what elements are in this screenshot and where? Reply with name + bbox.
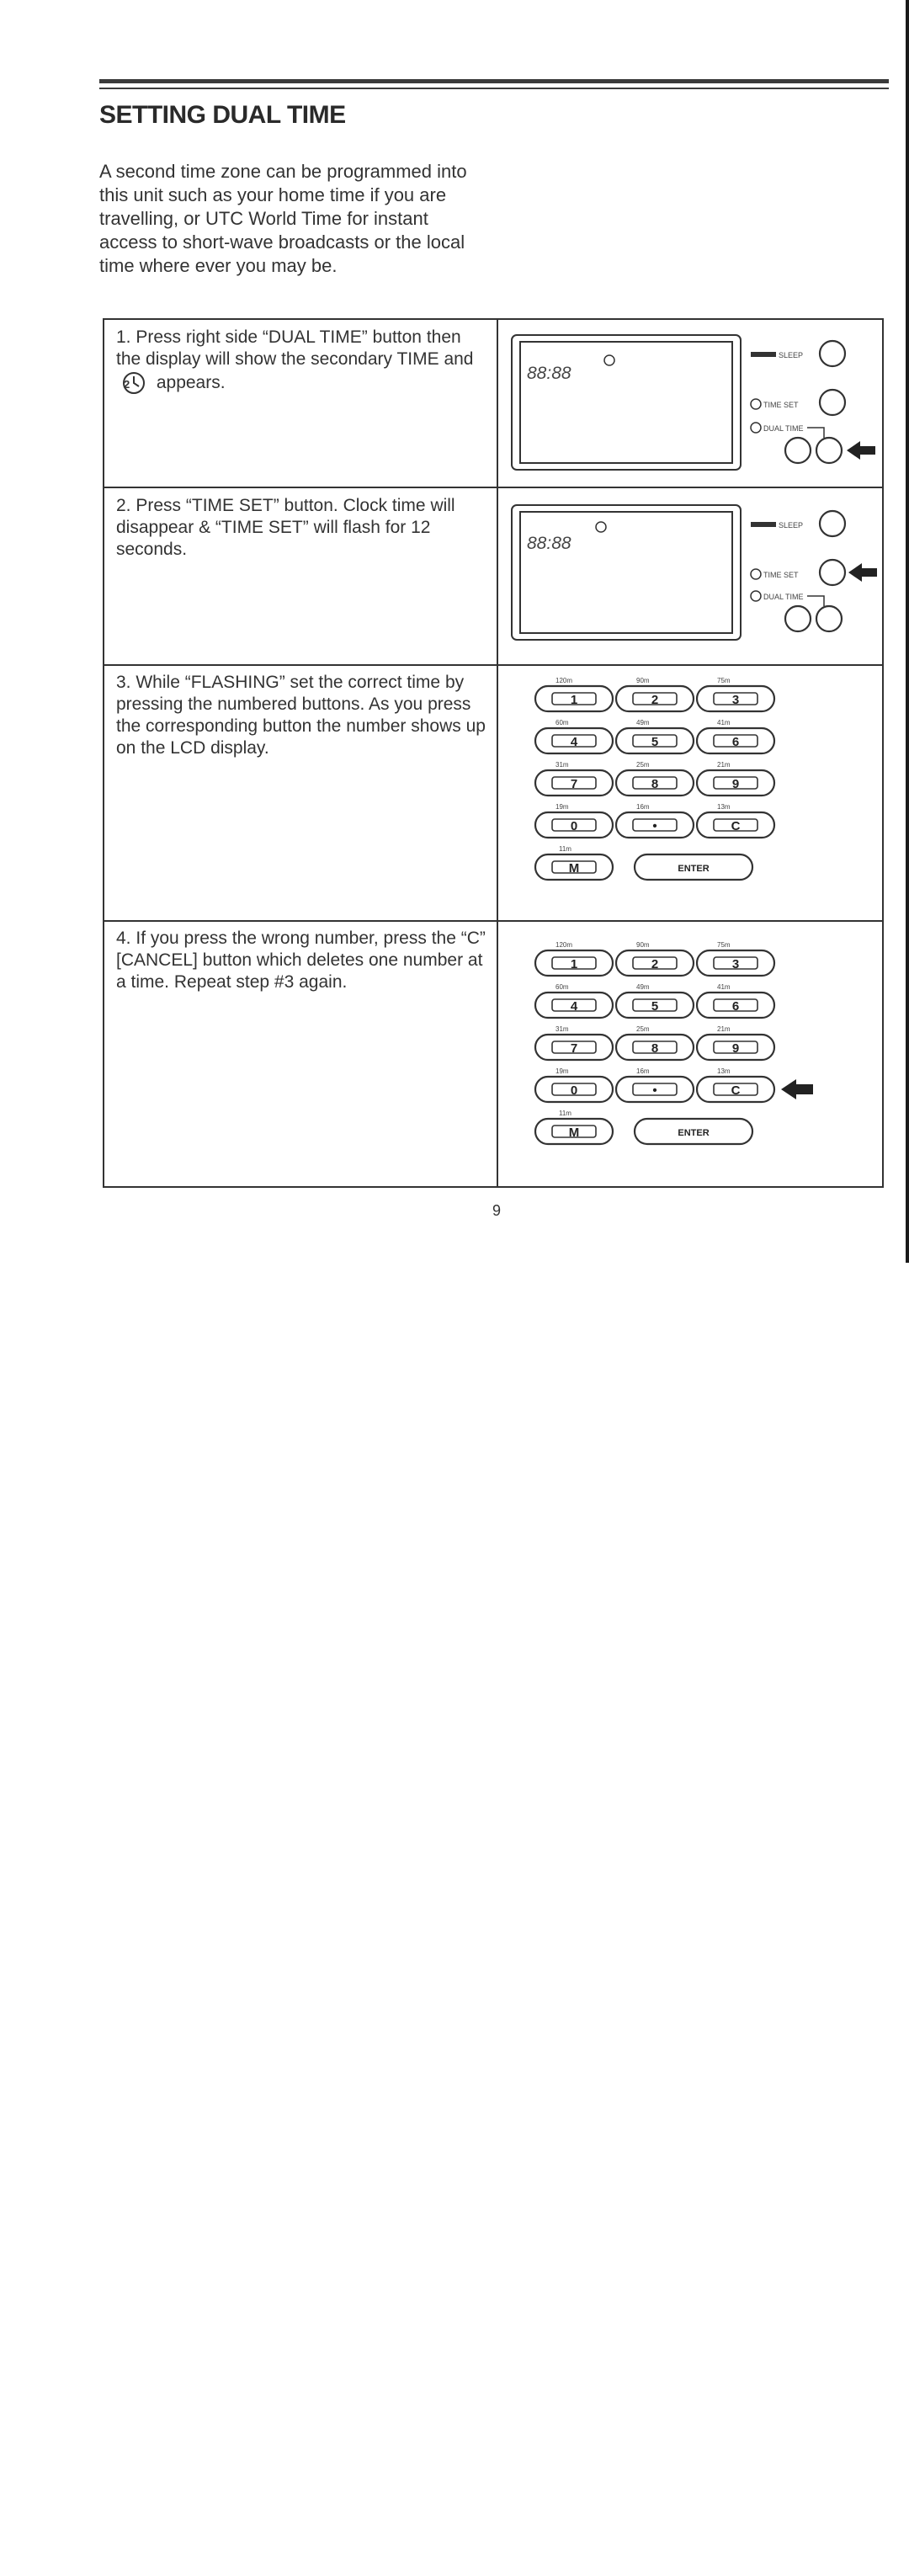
- key-label: 2: [651, 957, 659, 971]
- key-label: 7: [570, 1041, 578, 1056]
- display-figure-1: [500, 328, 879, 480]
- lcd-screen: [520, 512, 732, 633]
- band-label: 19m: [556, 1067, 569, 1075]
- keypad-figure-4: [500, 923, 879, 1184]
- band-label: 60m: [556, 719, 569, 726]
- sleep-label: SLEEP: [779, 351, 804, 359]
- instruction-table: [103, 318, 884, 1188]
- band-label: 13m: [717, 803, 731, 811]
- key-m: [535, 845, 613, 880]
- key-label: 1: [570, 957, 578, 971]
- key-6: [697, 719, 774, 753]
- key-9: [697, 761, 774, 796]
- key-label: 3: [731, 693, 740, 707]
- key-label: 4: [570, 999, 578, 1014]
- key-2: [616, 677, 694, 711]
- dual-indicator-icon: [604, 355, 614, 365]
- band-label: 60m: [556, 983, 569, 991]
- key-label: 8: [651, 777, 659, 791]
- key-label: C: [731, 1083, 741, 1098]
- row-divider: [104, 920, 882, 922]
- lcd-housing: [512, 505, 741, 640]
- sleep-button: [820, 511, 845, 536]
- dual-indicator-icon: [596, 522, 606, 532]
- key-label: 6: [731, 735, 740, 749]
- key-0: [535, 1067, 613, 1102]
- key-3: [697, 677, 774, 711]
- key-c: [697, 1067, 774, 1102]
- arrow-icon: [847, 441, 875, 460]
- key-dot: [616, 1067, 694, 1102]
- key-9: [697, 1025, 774, 1060]
- page-title: SETTING DUAL TIME: [99, 101, 346, 129]
- arrow-icon: [848, 563, 877, 582]
- key-label: •: [652, 819, 657, 833]
- key-m: [535, 1110, 613, 1144]
- step-text: Press “TIME SET” button. Clock time will disappear & “TIME SET” will flash for 12 seconds.: [116, 496, 455, 559]
- key-label: 4: [570, 735, 578, 749]
- time-set-label: TIME SET: [763, 401, 799, 409]
- key-label: 7: [570, 777, 578, 791]
- band-label: 31m: [556, 761, 569, 769]
- dual-time-label: DUAL TIME: [763, 593, 804, 601]
- step-4-text: [116, 928, 486, 993]
- band-label: 16m: [636, 803, 650, 811]
- enter-label: ENTER: [678, 864, 710, 874]
- time-set-icon: [751, 399, 761, 409]
- left-button: [785, 606, 811, 631]
- key-enter: [635, 1119, 752, 1144]
- key-label: 3: [731, 957, 740, 971]
- dual-marker-text: 2: [124, 378, 130, 391]
- key-5: [616, 719, 694, 753]
- key-label: 2: [651, 693, 659, 707]
- dual-time-label: DUAL TIME: [763, 424, 804, 433]
- top-rule-thick: [99, 79, 889, 83]
- sleep-label: SLEEP: [779, 521, 804, 530]
- step-text: While “FLASHING” set the correct time by pressing the numbered buttons. As you press the corresponding button the number shows up on the LCD display.: [116, 673, 486, 758]
- step-text: If you press the wrong number, press the “C” [CANCEL] button which deletes one number at a time. Repeat step #3 again.: [116, 929, 486, 992]
- key-label: M: [568, 1126, 580, 1140]
- key-3: [697, 941, 774, 976]
- key-7: [535, 761, 613, 796]
- page-edge-mark: [906, 0, 909, 1263]
- band-label: 19m: [556, 803, 569, 811]
- key-label: 0: [570, 819, 578, 833]
- key-4: [535, 983, 613, 1018]
- step-1-text: [116, 327, 486, 396]
- key-4: [535, 719, 613, 753]
- top-rule-thin: [99, 88, 889, 89]
- band-label: 25m: [636, 1025, 650, 1033]
- dual-time-icon: [121, 370, 146, 396]
- key-1: [535, 677, 613, 711]
- step-number: 2.: [116, 496, 131, 515]
- band-label: 75m: [717, 941, 731, 949]
- band-label: 21m: [717, 761, 731, 769]
- step-number: 4.: [116, 929, 131, 948]
- key-label: 8: [651, 1041, 659, 1056]
- step-number: 3.: [116, 673, 131, 692]
- band-label: 21m: [717, 1025, 731, 1033]
- key-label: 0: [570, 1083, 578, 1098]
- band-label: 31m: [556, 1025, 569, 1033]
- band-label: 41m: [717, 983, 731, 991]
- key-6: [697, 983, 774, 1018]
- sleep-bar-icon: [751, 522, 776, 527]
- step-text: Press right side “DUAL TIME” button then the display will show the secondary TIME and: [116, 327, 474, 369]
- band-label: 13m: [717, 1067, 731, 1075]
- band-label: 11m: [559, 1110, 571, 1117]
- lcd-digits: 88:88: [527, 364, 571, 383]
- column-divider: [497, 320, 498, 1186]
- bracket-line: [807, 428, 824, 438]
- band-label: 75m: [717, 677, 731, 684]
- time-set-button: [820, 560, 845, 585]
- band-label: 25m: [636, 761, 650, 769]
- band-label: 120m: [556, 677, 573, 684]
- row-divider: [104, 664, 882, 666]
- key-0: [535, 803, 613, 838]
- key-label: 5: [651, 735, 659, 749]
- key-label: 6: [731, 999, 740, 1014]
- time-set-icon: [751, 569, 761, 579]
- band-label: 41m: [717, 719, 731, 726]
- sleep-button: [820, 341, 845, 366]
- key-5: [616, 983, 694, 1018]
- key-enter: [635, 854, 752, 880]
- intro-paragraph: A second time zone can be programmed into this unit such as your home time if you are travelling, or UTC World Time for instant access to short-wave broadcasts or the local time where ever you may be.: [99, 161, 467, 276]
- band-label: 16m: [636, 1067, 650, 1075]
- key-8: [616, 761, 694, 796]
- key-c: [697, 803, 774, 838]
- key-1: [535, 941, 613, 976]
- lcd-digits: 88:88: [527, 534, 571, 553]
- row-divider: [104, 487, 882, 488]
- arrow-icon: [781, 1079, 813, 1099]
- lcd-housing: [512, 335, 741, 470]
- dual-time-small-icon: [751, 591, 761, 601]
- key-8: [616, 1025, 694, 1060]
- band-label: 90m: [636, 941, 650, 949]
- left-button: [785, 438, 811, 463]
- key-label: 1: [570, 693, 578, 707]
- enter-label: ENTER: [678, 1128, 710, 1138]
- time-set-button: [820, 390, 845, 415]
- display-figure-2: [500, 498, 879, 650]
- band-label: 49m: [636, 719, 650, 726]
- key-label: 9: [731, 1041, 740, 1056]
- key-label: •: [652, 1083, 657, 1098]
- key-7: [535, 1025, 613, 1060]
- dual-time-button: [816, 606, 842, 631]
- key-label: C: [731, 819, 741, 833]
- sleep-bar-icon: [751, 352, 776, 357]
- key-label: M: [568, 861, 580, 876]
- band-label: 90m: [636, 677, 650, 684]
- key-label: 9: [731, 777, 740, 791]
- key-dot: [616, 803, 694, 838]
- band-label: 49m: [636, 983, 650, 991]
- keypad-figure-3: [500, 667, 879, 915]
- key-2: [616, 941, 694, 976]
- key-label: 5: [651, 999, 659, 1014]
- step-number: 1.: [116, 327, 131, 347]
- step-text-end: appears.: [156, 373, 226, 392]
- bracket-line: [807, 596, 824, 606]
- band-label: 11m: [559, 845, 571, 853]
- dual-time-button: [816, 438, 842, 463]
- lcd-screen: [520, 342, 732, 463]
- time-set-label: TIME SET: [763, 571, 799, 579]
- page-number: 9: [492, 1202, 501, 1219]
- step-2-text: [116, 495, 486, 561]
- band-label: 120m: [556, 941, 573, 949]
- dual-time-small-icon: [751, 423, 761, 433]
- step-3-text: [116, 672, 486, 759]
